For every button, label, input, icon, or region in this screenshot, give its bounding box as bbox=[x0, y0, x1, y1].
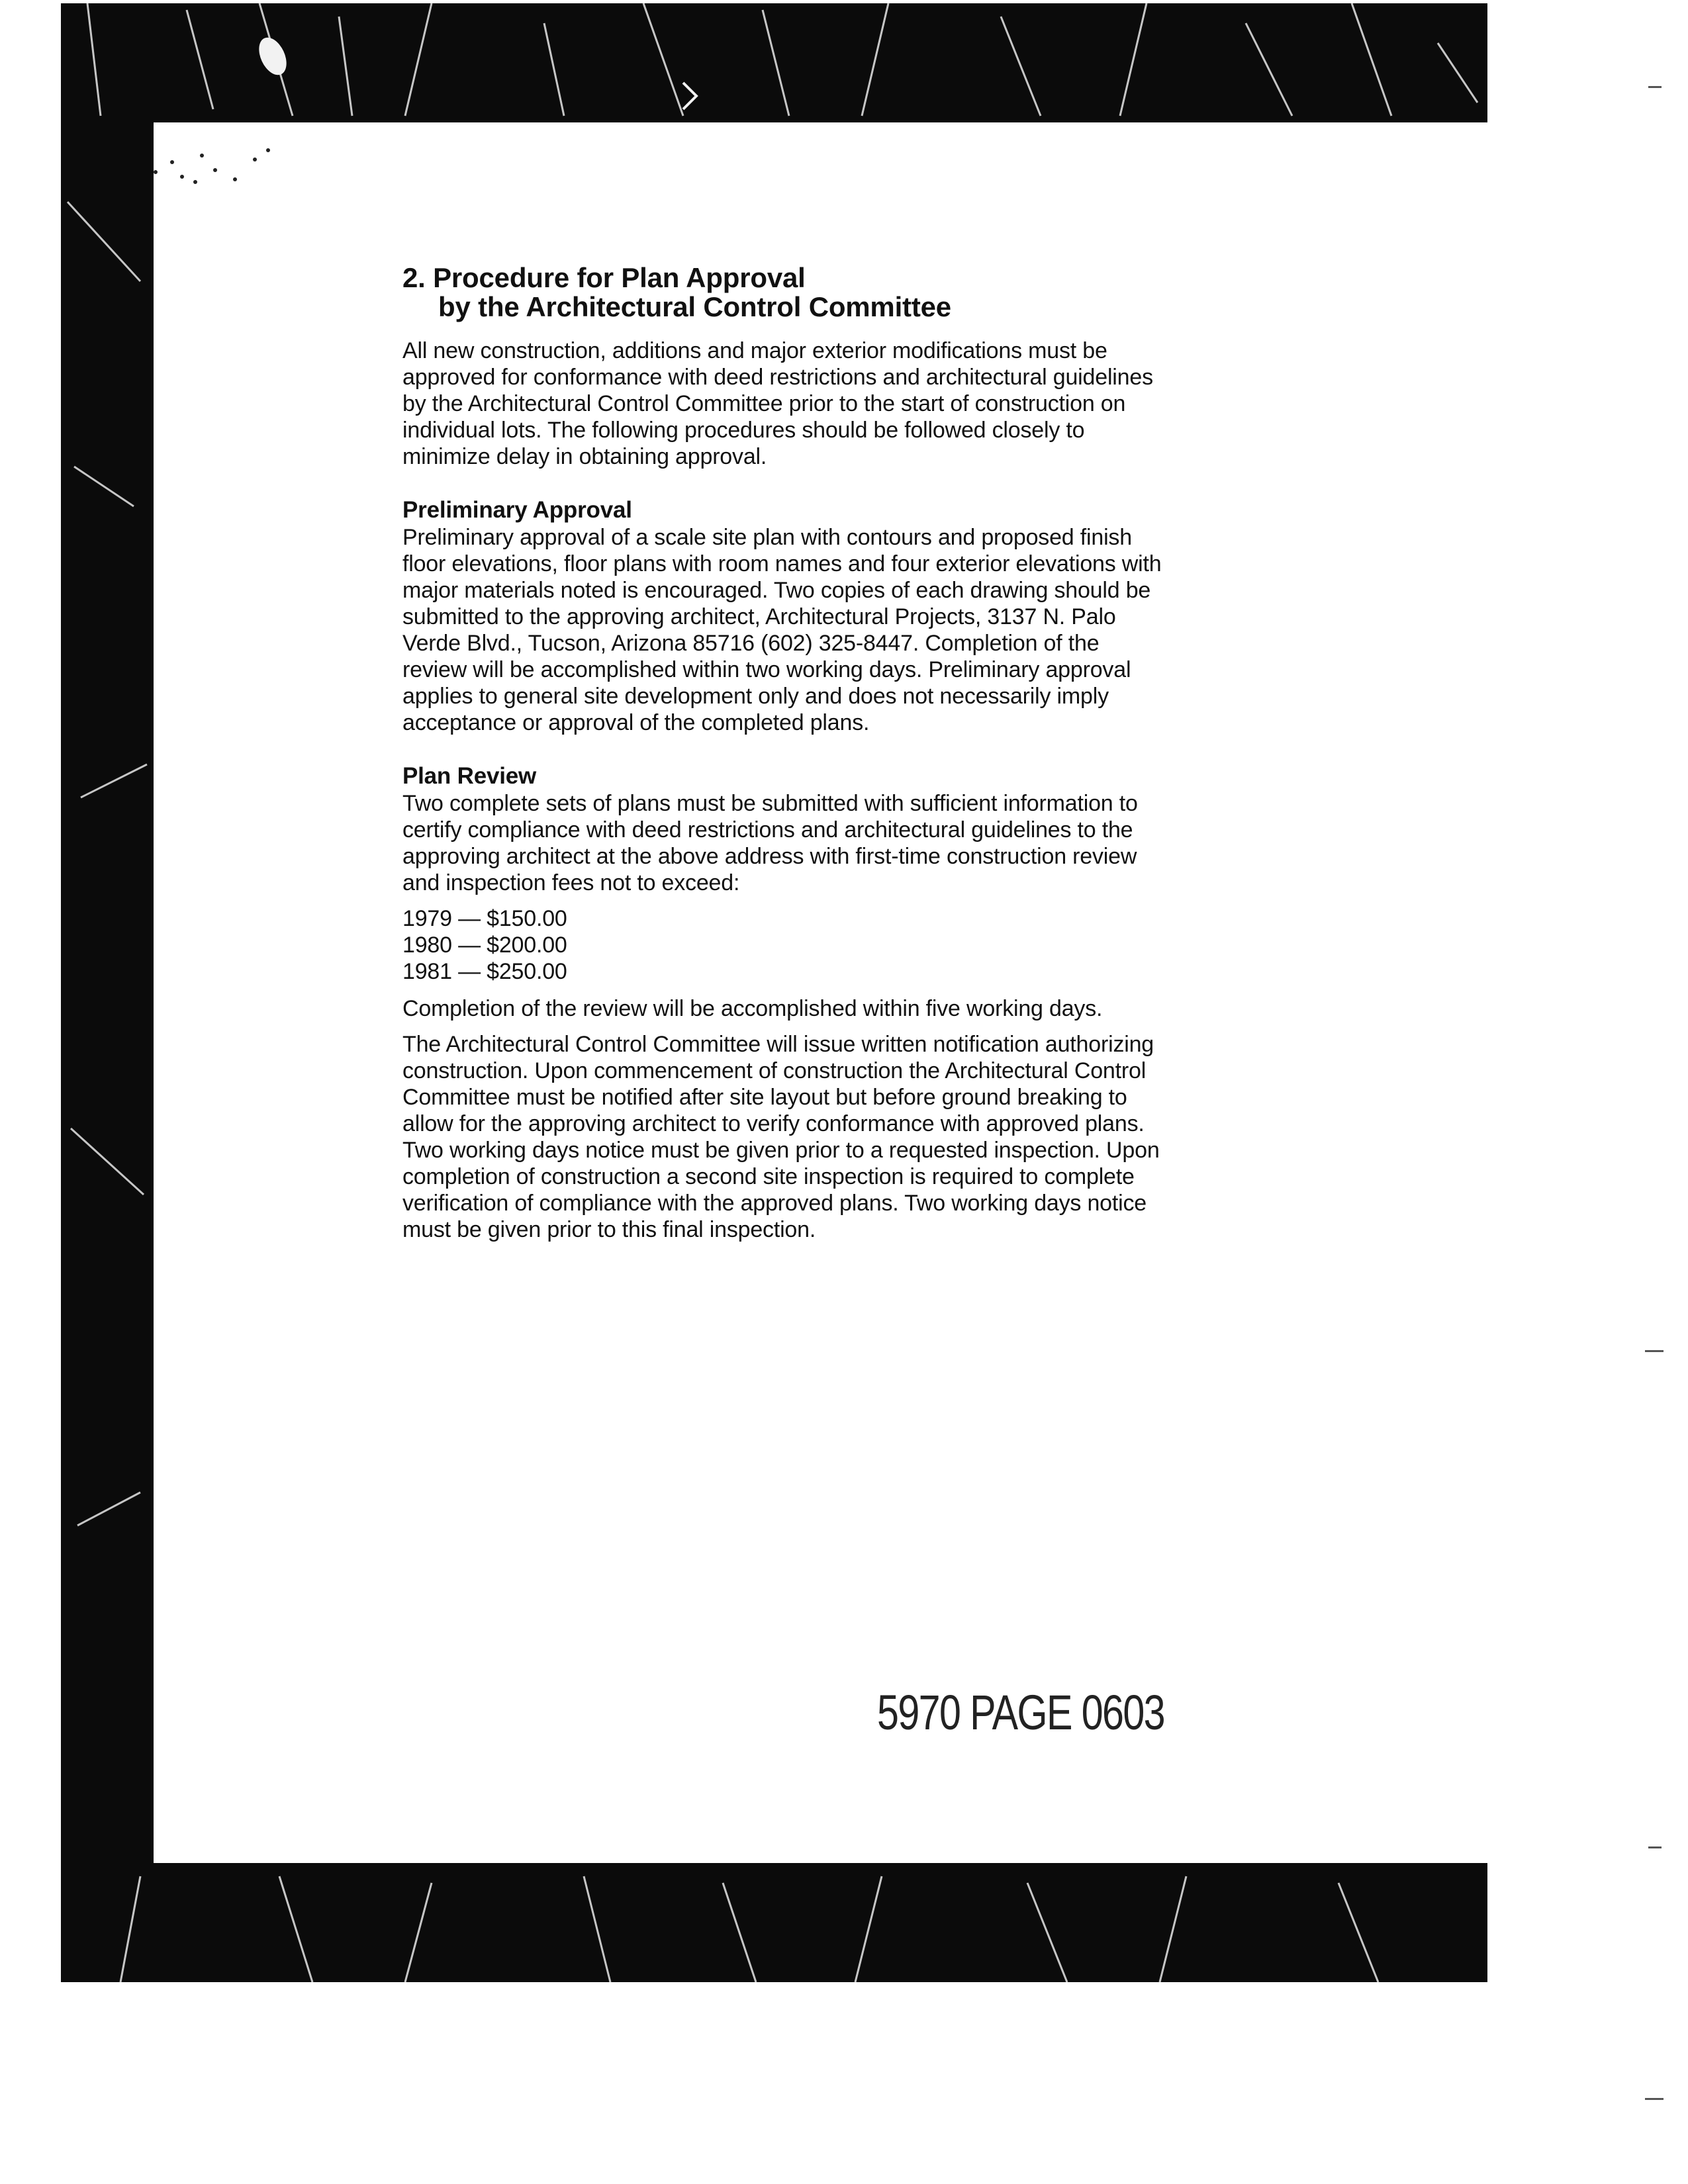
docket-page-stamp: 5970 PAGE 0603 bbox=[877, 1685, 1165, 1740]
document-body bbox=[402, 263, 1164, 1269]
intro-paragraph: All new construction, additions and major exterior modifications must be approved for conformance with deed restrictions and architectural guidelines by the Architectural Control Committee prior to the start of construction on individual lots. The following procedures should be followed closely to minimize delay in obtaining approval. bbox=[402, 338, 1153, 469]
plan-review-heading: Plan Review bbox=[402, 763, 537, 789]
section-title bbox=[402, 263, 1164, 322]
fee-1980: 1980 — $200.00 bbox=[402, 933, 567, 958]
fee-schedule bbox=[402, 905, 1164, 985]
speckle-marks bbox=[142, 136, 275, 195]
fee-1979: 1979 — $150.00 bbox=[402, 906, 567, 931]
preliminary-approval-paragraph: Preliminary approval of a scale site plan with contours and proposed finish floor elevations, floor plans with room names and four exterior elevations with major materials noted is encouraged. Two copies of each drawing should be submitted to the approving architect, Architectural Projects, 3137 N. Palo Verde Blvd., Tucson, Arizona 85716 (602) 325-8447. Completion of the review will be accomplished within two working days. Preliminary approval applies to general site development only and does not necessarily imply acceptance or approval of the completed plans. bbox=[402, 525, 1162, 735]
title-line-2: by the Architectural Control Committee bbox=[438, 291, 951, 322]
notification-paragraph: The Architectural Control Committee will issue written notification authorizing construction. Upon commencement of construction the Architectural Control Committee must be notified after site layout but before ground breaking to allow for the approving architect to verify conformance with approved plans. Two working days notice must be given prior to a requested inspection. Upon completion of construction a second site inspection is required to complete verification of compliance with the approved plans. Two working days notice must be given prior to this final inspection. bbox=[402, 1032, 1160, 1242]
title-line-1: 2. Procedure for Plan Approval bbox=[402, 262, 806, 293]
margin-tick bbox=[1648, 86, 1662, 88]
preliminary-approval-heading: Preliminary Approval bbox=[402, 497, 632, 523]
margin-tick bbox=[1645, 2098, 1664, 2100]
fee-1981: 1981 — $250.00 bbox=[402, 959, 567, 984]
margin-tick bbox=[1648, 1846, 1662, 1848]
review-completion-paragraph: Completion of the review will be accomplished within five working days. bbox=[402, 996, 1103, 1021]
plan-review-paragraph: Two complete sets of plans must be submitted with sufficient information to certify compliance with deed restrictions and architectural guidelines to the approving architect at the above address with first-time construction review and inspection fees not to exceed: bbox=[402, 791, 1138, 895]
margin-tick bbox=[1645, 1350, 1664, 1352]
